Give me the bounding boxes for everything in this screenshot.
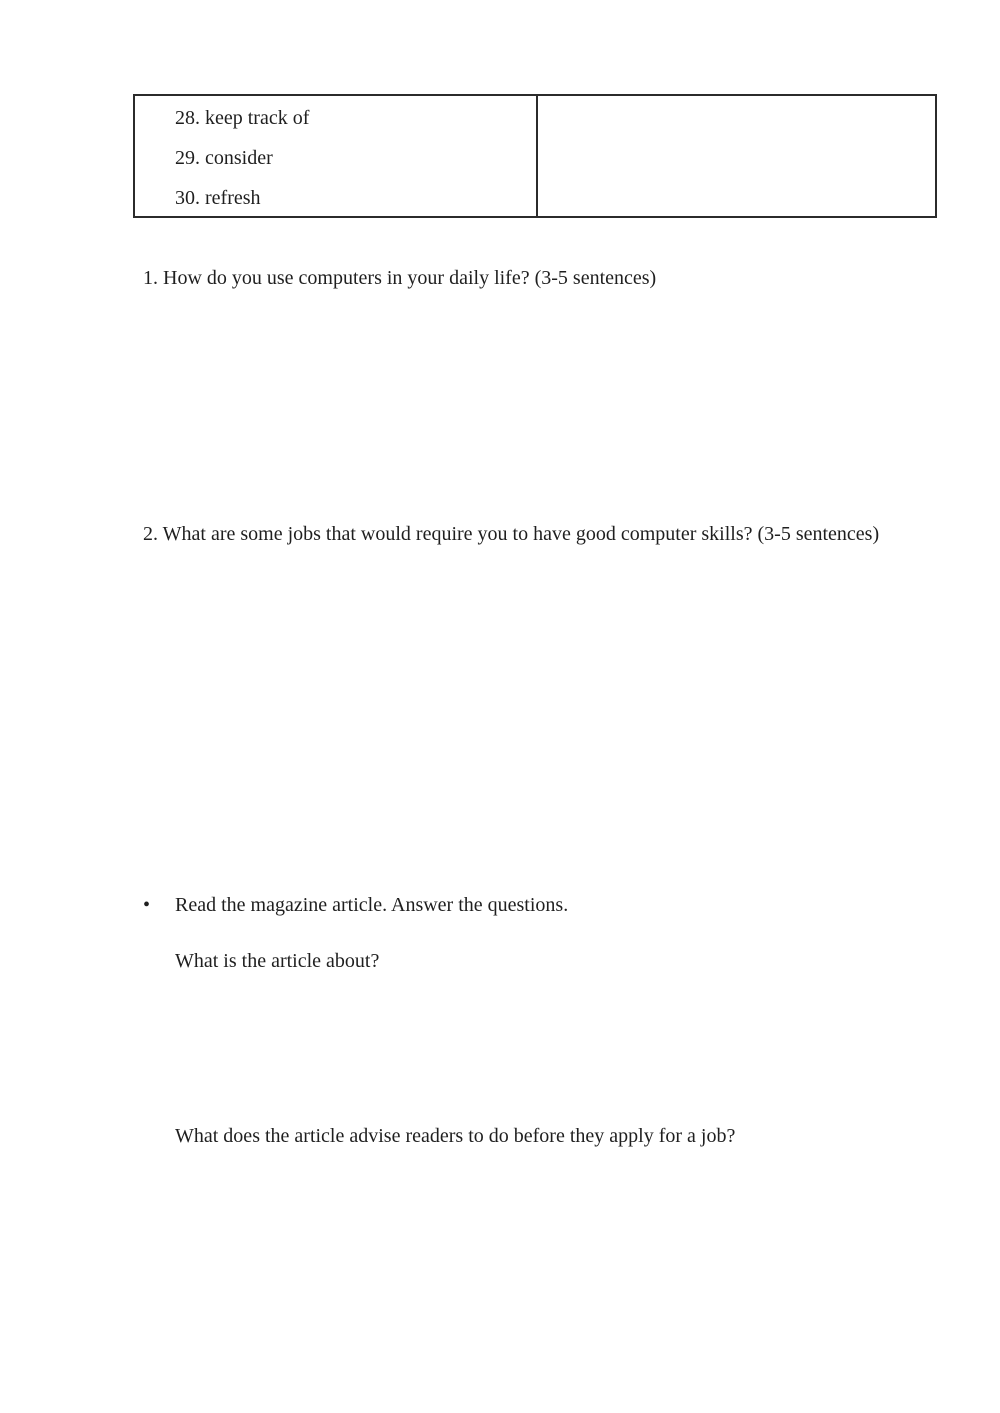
reading-instruction-text: Read the magazine article. Answer the questions. [175,894,569,916]
vocab-term-29: 29. consider [175,147,273,169]
answer-space-question-2 [143,585,933,865]
answer-space-question-1 [143,300,933,500]
vocab-term-28: 28. keep track of [175,107,310,129]
vocab-table-answer-cell [538,96,935,216]
bullet-icon: • [143,894,151,916]
sub-question-article-about: What is the article about? [175,950,380,972]
vocab-table-terms-cell [135,96,538,216]
vocab-term-30: 30. refresh [175,187,261,209]
answer-space-sub-question-2 [143,1165,933,1385]
reading-instruction-row [143,891,943,919]
sub-question-article-advice: What does the article advise readers to do before they apply for a job? [175,1125,736,1147]
answer-space-sub-question-1 [143,990,933,1100]
vocab-table [133,94,937,218]
question-2: 2. What are some jobs that would require you to have good computer skills? (3-5 sentences) [143,523,880,545]
question-1: 1. How do you use computers in your daily life? (3-5 sentences) [143,267,657,289]
